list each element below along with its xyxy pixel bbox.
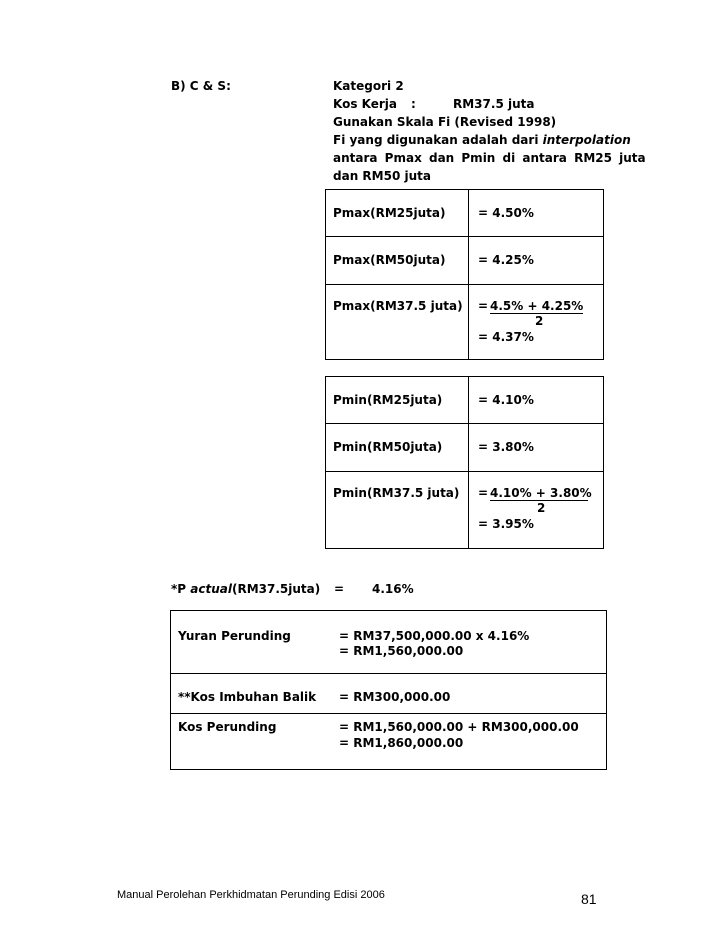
pmax-row3-result: = 4.37% — [478, 330, 534, 344]
fi-interpolation: interpolation — [542, 133, 631, 147]
pmin-row2-value: = 3.80% — [478, 440, 534, 454]
pmax-row3-denominator: 2 — [535, 314, 544, 328]
fees-row2-line1: = RM300,000.00 — [339, 690, 451, 704]
fees-row1-line2: = RM1,560,000.00 — [339, 644, 464, 658]
fees-row2-label: **Kos Imbuhan Balik — [178, 690, 317, 704]
fees-row1-label: Yuran Perunding — [178, 629, 291, 643]
fees-divider-1 — [170, 673, 606, 674]
pmin-row3-numerator: 4.10% + 3.80% — [490, 486, 592, 500]
section-label: B) C & S: — [171, 79, 231, 93]
fees-row3-line1: = RM1,560,000.00 + RM300,000.00 — [339, 720, 579, 734]
fees-divider-2 — [170, 713, 606, 714]
pmax-divider-2 — [325, 284, 603, 285]
kos-kerja-separator: : — [411, 97, 416, 111]
pmax-divider-1 — [325, 236, 603, 237]
kos-kerja-value: RM37.5 juta — [453, 97, 535, 111]
p-actual-italic: actual — [190, 582, 232, 596]
pmin-row1-label: Pmin(RM25juta) — [333, 393, 443, 407]
page-number: 81 — [581, 891, 597, 907]
pmax-row2-value: = 4.25% — [478, 253, 534, 267]
kategori-text: Kategori 2 — [333, 79, 404, 93]
pmin-divider-2 — [325, 471, 603, 472]
fees-row3-label: Kos Perunding — [178, 720, 277, 734]
pmax-row1-value: = 4.50% — [478, 206, 534, 220]
fees-row3-line2: = RM1,860,000.00 — [339, 736, 464, 750]
pmax-row1-label: Pmax(RM25juta) — [333, 206, 446, 220]
pmin-col-divider — [468, 376, 469, 548]
p-actual-eq: = — [334, 582, 345, 596]
kos-kerja-label: Kos Kerja — [333, 97, 398, 111]
pmin-row3-result: = 3.95% — [478, 517, 534, 531]
fi-prefix: Fi yang digunakan adalah dari — [333, 133, 539, 147]
pmin-row2-label: Pmin(RM50juta) — [333, 440, 443, 454]
pmax-row2-label: Pmax(RM50juta) — [333, 253, 446, 267]
pmax-row3-eq: = — [478, 299, 489, 313]
pmin-divider-1 — [325, 423, 603, 424]
pmax-row3-numerator: 4.5% + 4.25% — [490, 299, 584, 313]
pmin-row3-eq: = — [478, 486, 489, 500]
fi-line-2: antara Pmax dan Pmin di antara RM25 juta — [333, 151, 646, 165]
fi-line-3: dan RM50 juta — [333, 169, 431, 183]
pmax-row3-label: Pmax(RM37.5 juta) — [333, 299, 463, 313]
pmax-col-divider — [468, 189, 469, 359]
pmin-row3-denominator: 2 — [537, 501, 546, 515]
fi-line-1 — [333, 133, 631, 148]
p-actual-value: 4.16% — [372, 582, 414, 596]
p-actual-label — [171, 582, 320, 597]
footer-text: Manual Perolehan Perkhidmatan Perunding Edisi 2006 — [117, 889, 385, 901]
p-actual-suffix: (RM37.5juta) — [231, 582, 321, 596]
skala-text: Gunakan Skala Fi (Revised 1998) — [333, 115, 557, 129]
pmin-row1-value: = 4.10% — [478, 393, 534, 407]
fees-row1-line1: = RM37,500,000.00 x 4.16% — [339, 629, 530, 643]
pmin-row3-label: Pmin(RM37.5 juta) — [333, 486, 460, 500]
p-actual-prefix: *P — [171, 582, 187, 596]
